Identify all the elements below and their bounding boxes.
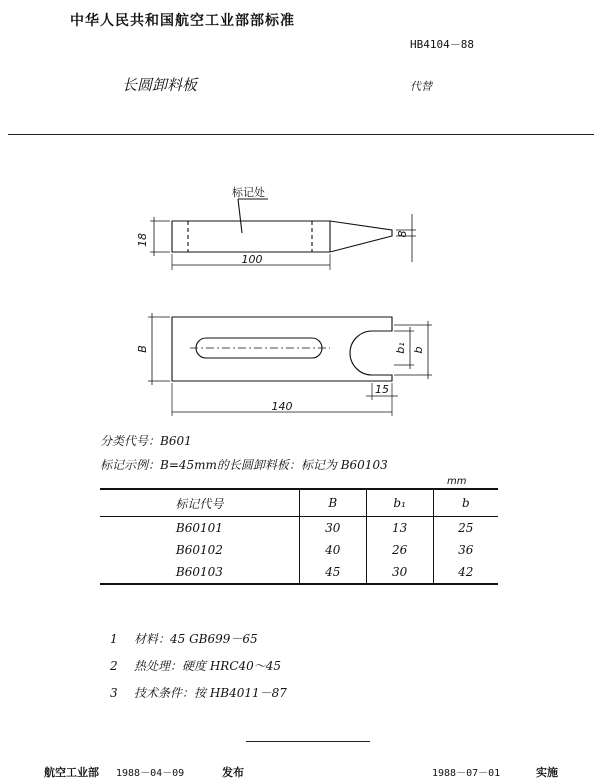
header-B: B: [299, 489, 366, 517]
dimension-table: [100, 488, 498, 585]
cell-B: 45: [299, 561, 366, 584]
cell-code: B60103: [100, 561, 299, 584]
header-rule: [8, 134, 594, 135]
dim-edge: 15: [375, 383, 389, 396]
header-code: 标记代号: [100, 489, 299, 517]
note-text: 材料：45 GB699－65: [134, 632, 258, 646]
side-view-outline: [172, 221, 392, 252]
note-text: 技术条件：按 HB4011－87: [134, 686, 287, 700]
publisher: 航空工业部: [44, 766, 99, 779]
cell-b1: 26: [366, 539, 433, 561]
unit-label: mm: [447, 476, 467, 487]
footer-rule: [246, 741, 370, 742]
note-item: 3 技术条件：按 HB4011－87: [110, 686, 287, 700]
dim-slot-b: b: [412, 346, 425, 354]
dim-thickness: 18: [136, 233, 149, 247]
dim-total-length: 140: [271, 400, 293, 413]
header-b: b: [433, 489, 498, 517]
cell-b: 42: [433, 561, 498, 584]
note-item: 1 材料：45 GB699－65: [110, 632, 258, 646]
issue-date: 1988－04－09: [116, 768, 185, 779]
dim-side-length: 100: [241, 253, 263, 266]
cell-code: B60101: [175, 521, 223, 535]
cell-B: 30: [299, 517, 366, 540]
cell-code: B60102: [175, 543, 223, 557]
effective-label: 实施: [536, 766, 558, 779]
standard-organization-title: 中华人民共和国航空工业部部标准: [70, 13, 295, 29]
effective-date: 1988－07－01: [432, 768, 501, 779]
cell-b: 36: [433, 539, 498, 561]
marking-example: 标记示例：B=45mm的长圆卸料板：标记为 B60103: [100, 458, 388, 472]
header-b1: b₁: [366, 489, 433, 517]
note-item: 2 热处理：硬度 HRC40～45: [110, 659, 282, 673]
dim-tip: 8: [396, 230, 409, 238]
table-row: [100, 539, 498, 561]
dim-slot-b1: b₁: [394, 342, 407, 354]
replaces-label: 代替: [410, 80, 432, 93]
dim-width: B: [136, 345, 149, 353]
document-title: 长圆卸料板: [122, 76, 198, 94]
issued-label: 发布: [222, 766, 244, 779]
standard-number: HB4104－88: [410, 38, 474, 51]
marking-label: 标记处: [232, 186, 265, 199]
note-text: 热处理：硬度 HRC40～45: [134, 659, 282, 673]
table-row: [100, 561, 498, 584]
classification-code: 分类代号：B601: [100, 434, 192, 448]
cell-B: 40: [299, 539, 366, 561]
technical-notes: [110, 630, 287, 711]
cell-b1: 13: [366, 517, 433, 540]
technical-drawing: [0, 140, 600, 422]
marking-leader: [238, 199, 242, 233]
table-header-row: [100, 489, 498, 517]
cell-b1: 30: [366, 561, 433, 584]
cell-b: 25: [433, 517, 498, 540]
top-view-outline: [172, 317, 392, 381]
table-row: [100, 517, 498, 540]
